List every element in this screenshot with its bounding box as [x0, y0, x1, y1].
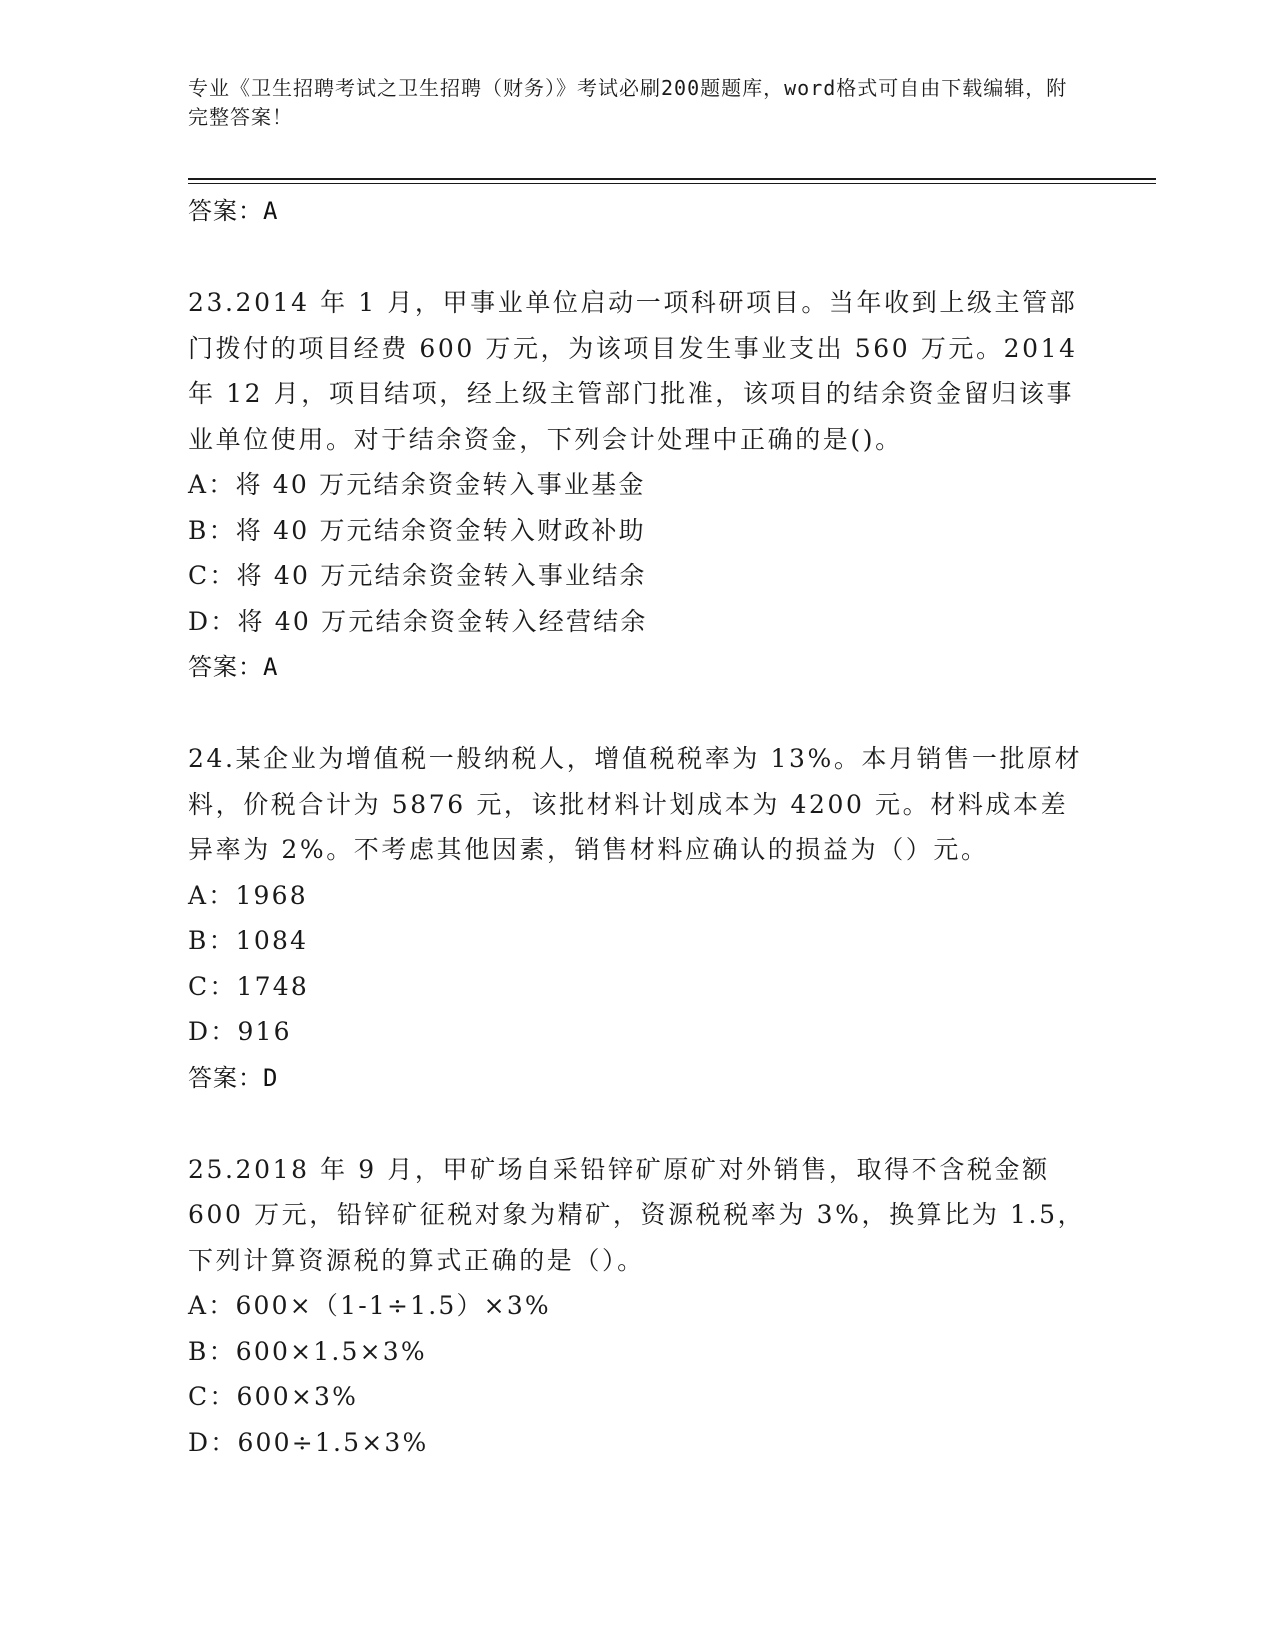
question-24: [188, 736, 1088, 1101]
question-list: [188, 188, 1088, 1465]
option-d: D：916: [188, 1017, 292, 1046]
option-a: A：将 40 万元结余资金转入事业基金: [188, 470, 646, 499]
spacer: [188, 234, 1088, 280]
spacer: [188, 690, 1088, 736]
question-stem: 25.2018 年 9 月，甲矿场自采铅锌矿原矿对外销售，取得不含税金额600 万元，铅锌矿征税对象为精矿，资源税税率为 3%，换算比为 1.5，下列计算资源税的算式正确的是（）。: [188, 1154, 1086, 1275]
option-b: B：1084: [188, 926, 309, 955]
question-answer: 答案：D: [188, 1063, 279, 1092]
question-25: [188, 1147, 1088, 1466]
option-a: A：600×（1-1÷1.5）×3%: [188, 1291, 551, 1320]
question-stem: 24.某企业为增值税一般纳税人，增值税税率为 13%。本月销售一批原材料，价税合计为 5876 元，该批材料计划成本为 4200 元。材料成本差异率为 2%。不考虑其他因素，销售材料应确认的损益为（）元。: [188, 744, 1083, 864]
question-answer: 答案：A: [188, 653, 279, 681]
option-c: C：1748: [188, 971, 309, 1001]
header-divider-thick: [188, 178, 1156, 180]
question-23: [188, 280, 1088, 690]
option-c: C：将 40 万元结余资金转入事业结余: [188, 561, 647, 590]
option-a: A：1968: [188, 880, 308, 910]
previous-question-answer: 答案：A: [188, 197, 279, 225]
option-b: B：600×1.5×3%: [188, 1336, 427, 1366]
header-divider-thin: [188, 183, 1156, 184]
option-d: D：将 40 万元结余资金转入经营结余: [188, 606, 648, 636]
option-c: C：600×3%: [188, 1382, 359, 1411]
option-b: B：将 40 万元结余资金转入财政补助: [188, 515, 646, 545]
spacer: [188, 1101, 1088, 1147]
option-d: D：600÷1.5×3%: [188, 1427, 429, 1457]
document-header: 专业《卫生招聘考试之卫生招聘（财务）》考试必刷200题题库，word格式可自由下载编辑，附完整答案！: [188, 76, 1068, 129]
question-stem: 23.2014 年 1 月，甲事业单位启动一项科研项目。当年收到上级主管部门拨付的项目经费 600 万元，为该项目发生事业支出 560 万元。2014 年 12 月，项目结项，经上级主管部门批准，该项目的结余资金留归该事业单位使用。对于结余资金，下列会计处理中正确的是()。: [188, 288, 1078, 454]
